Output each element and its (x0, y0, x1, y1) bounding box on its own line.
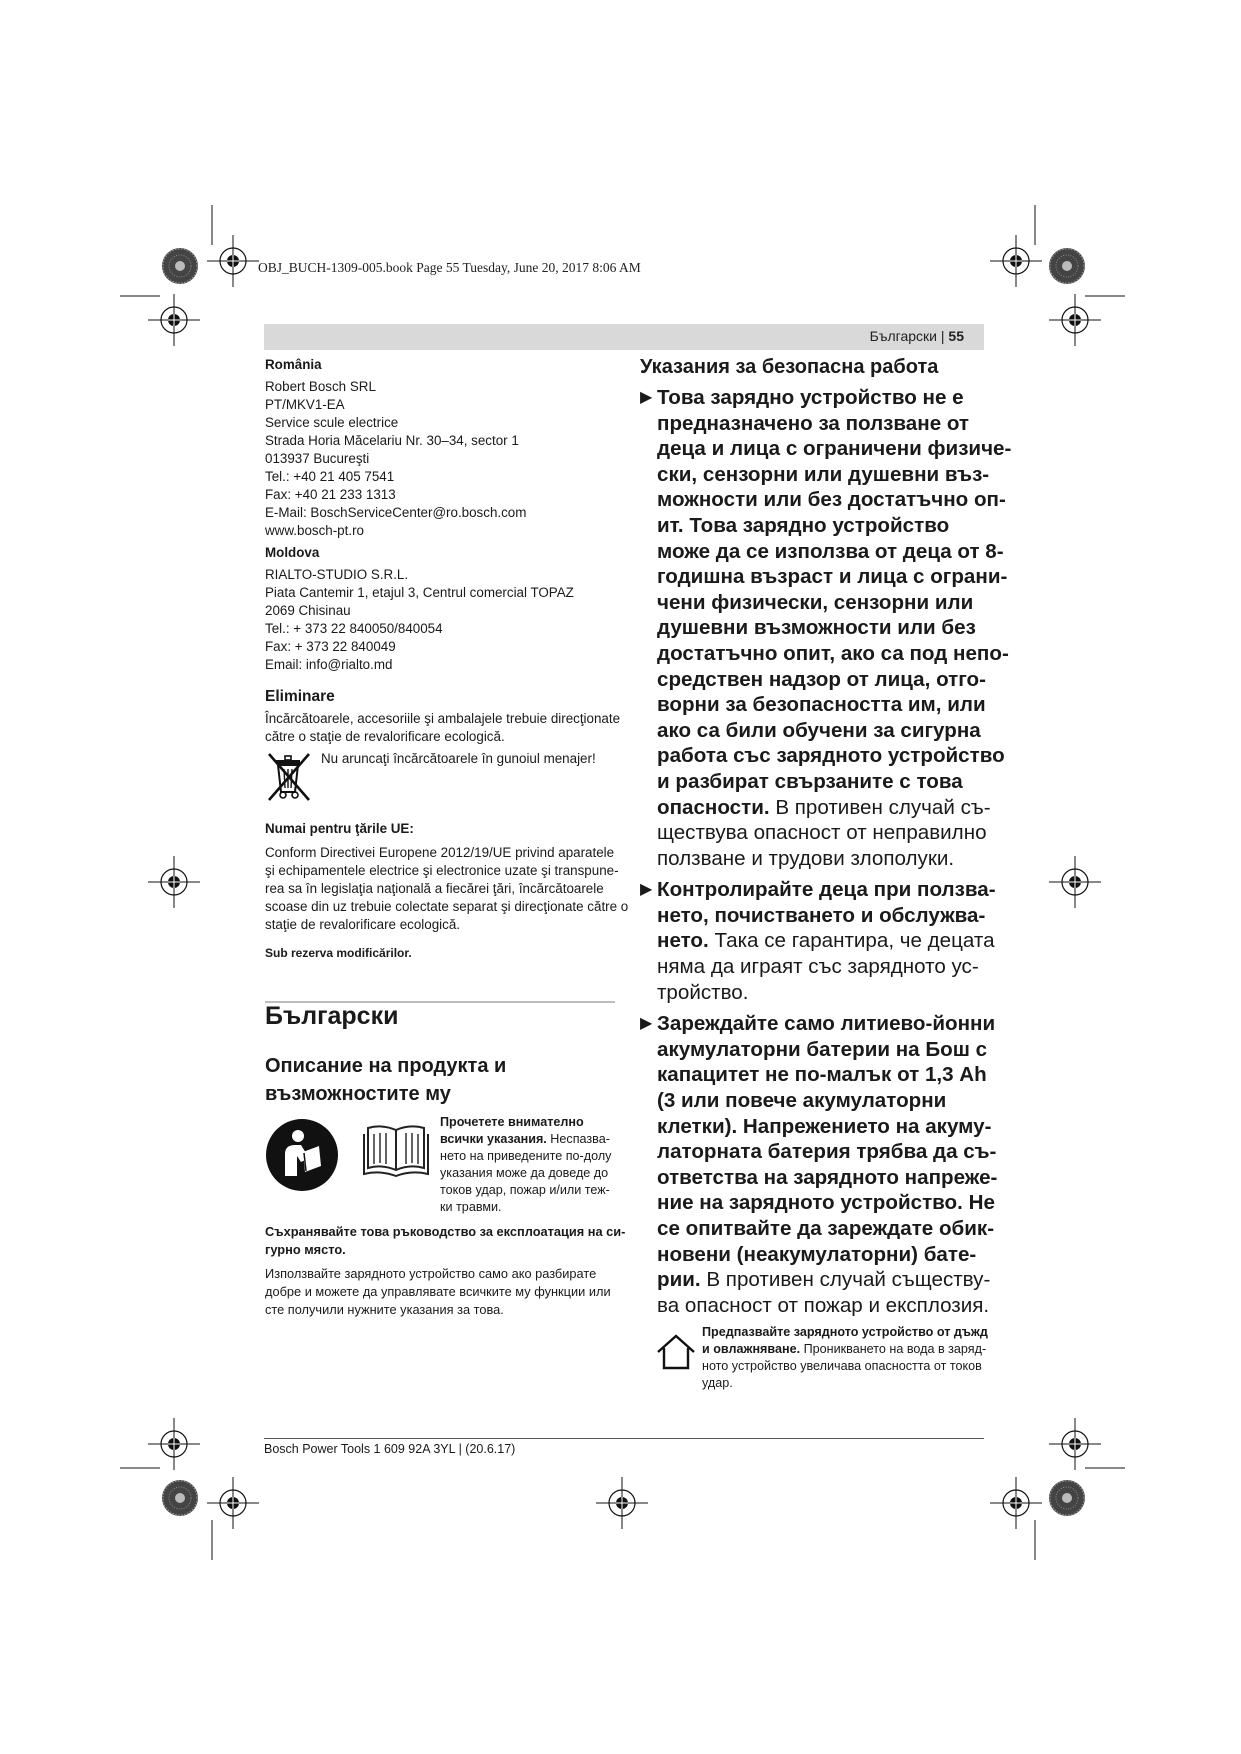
left-column (265, 356, 629, 962)
registration-mark-icon (148, 294, 200, 346)
registration-mark-icon (148, 856, 200, 908)
moldova-address (265, 566, 615, 674)
address-line: Tel.: +40 21 405 7541 (265, 469, 395, 484)
eu-heading: Numai pentru ţările UE: (265, 821, 414, 836)
safety-bullet-supervise: ▶ Контролирайте деца при ползва- нето, почистването и обслужва- нето. Така се гарантира, че децата няма да играят със зарядното ус- тройство. (640, 878, 996, 1004)
registration-mark-icon (990, 1477, 1042, 1529)
weee-note: Nu aruncaţi încărcătoarele în gunoiul menajer! (321, 751, 596, 766)
right-column (640, 356, 1012, 1404)
registration-mark-icon (596, 1477, 648, 1529)
address-line: www.bosch-pt.ro (265, 523, 364, 538)
weee-row (265, 750, 615, 810)
arrow-bullet-icon: ▶ (640, 881, 653, 899)
address-line: Fax: + 373 22 840049 (265, 639, 396, 654)
read-manual-icon (265, 1118, 339, 1192)
eu-text: Conform Directivei Europene 2012/19/UE privind aparatele şi echipamentele electrice şi electronice uzate şi transpune- rea sa în legislaţia naţională a fiecărei ţări, încărcătoarele scoase din uz trebuie colectate separat şi direcţionate către o staţie de revalorificare ecologică. (265, 845, 629, 932)
registration-mark-icon (1049, 294, 1101, 346)
color-wheel-icon (1049, 1480, 1085, 1516)
address-line: Strada Horia Măcelariu Nr. 30–34, sector 1 (265, 433, 519, 448)
color-wheel-icon (1049, 248, 1085, 284)
safety-bullet-children: ▶ Това зарядно устройство не е предназначено за ползване от деца и лица с ограничени физиче- ски, сензорни или душевни въз- можности или без достатъчно оп- ит. Това зарядно устройство може да се използва от деца от 8- годишна възраст и лица с ограни- чени физически, сензорни или душевни възможности или без достатъчно опит, ако са под непо- средствен надзор от лица, отго- ворни за безопасността им, или ако са били обучени за сигурна работа със зарядното устройство и разбират свързаните с това опасности. В противен случай съ- ществува опасност от неправилно ползване и трудови злополуки. (640, 386, 1012, 870)
registration-mark-icon (148, 1418, 200, 1470)
arrow-bullet-icon: ▶ (640, 1015, 653, 1033)
address-line: Tel.: + 373 22 840050/840054 (265, 621, 443, 636)
eliminare-heading: Eliminare (265, 688, 335, 705)
registration-mark-icon (1049, 1418, 1101, 1470)
address-line: 2069 Chisinau (265, 603, 351, 618)
arrow-bullet-icon: ▶ (640, 389, 653, 406)
color-wheel-icon (162, 248, 198, 284)
moisture-warning (640, 1324, 988, 1404)
print-slug: OBJ_BUCH-1309-005.book Page 55 Tuesday, June 20, 2017 8:06 AM (258, 260, 641, 275)
header-section: Български (869, 328, 937, 344)
address-line: Fax: +40 21 233 1313 (265, 487, 396, 502)
header-separator: | (940, 328, 945, 344)
read-instructions-text: Прочетете внимателно всички указания. Неспазва- нето на приведените по-долу указания може да доведе до токов удар, пожар и/или теж- ки травми. (440, 1115, 612, 1214)
registration-mark-icon (1049, 856, 1101, 908)
description-heading: Описание на продукта и възможностите му (265, 1055, 507, 1105)
address-line: PT/MKV1-EA (265, 397, 345, 412)
registration-mark-icon (990, 235, 1042, 287)
romania-heading: România (265, 357, 322, 372)
open-book-icon (362, 1122, 430, 1178)
house-icon (656, 1334, 696, 1370)
safety-bullet-batteries: ▶ Зареждайте само литиево-йонни акумулаторни батерии на Бош с капацитет не по-малък от 1,3 Ah (3 или повече акумулаторни клетки). Напрежението на акуму- латорната батерия трябва да съ- ответства на зарядното напреже- ние на зарядното устройство. Не се опитвайте да зареждате обик- новени (неакумулаторни) бате- рии. В противен случай съществу- ва опасност от пожар и експлозия. (640, 1012, 998, 1317)
address-line: 013937 Bucureşti (265, 451, 370, 466)
romania-address (265, 378, 615, 540)
address-line: E-Mail: BoschServiceCenter@ro.bosch.com (265, 505, 527, 520)
registration-mark-icon (207, 1477, 259, 1529)
page-number: 55 (948, 328, 964, 344)
address-line: Robert Bosch SRL (265, 379, 376, 394)
address-line: Piata Cantemir 1, etajul 3, Centrul comercial TOPAZ (265, 585, 574, 600)
page-header (264, 324, 984, 350)
color-wheel-icon (162, 1480, 198, 1516)
weee-bin-icon (265, 750, 313, 804)
moldova-heading: Moldova (265, 545, 320, 560)
address-line: RIALTO-STUDIO S.R.L. (265, 567, 409, 582)
usage-note-text: Използвайте зарядното устройство само ако разбирате добре и можете да управлявате всичките му функции или сте получили нужните указания за това. (265, 1266, 611, 1317)
footer-text: Bosch Power Tools 1 609 92A 3YL | (20.6.17) (264, 1442, 516, 1456)
reserve-note: Sub rezerva modificărilor. (265, 946, 412, 960)
eliminare-text: Încărcătoarele, accesoriile şi ambalajele trebuie direcţionate către o staţie de revalorificare ecologică. (265, 711, 621, 744)
keep-manual-text: Съхранявайте това ръководство за експлоатация на си- гурно място. (265, 1224, 626, 1257)
address-line: Email: info@rialto.md (265, 657, 393, 672)
registration-mark-icon (207, 235, 259, 287)
header-text (870, 328, 964, 344)
safety-heading: Указания за безопасна работа (640, 356, 939, 378)
address-line: Service scule electrice (265, 415, 399, 430)
language-section-title: Български (265, 1002, 399, 1030)
moisture-warning-text: Предпазвайте зарядното устройство от дъжд и овлажняване. Проникването на вода в заряд- ното устройство увеличава опасността от токов удар. (702, 1325, 988, 1391)
footer-rule (264, 1438, 984, 1439)
